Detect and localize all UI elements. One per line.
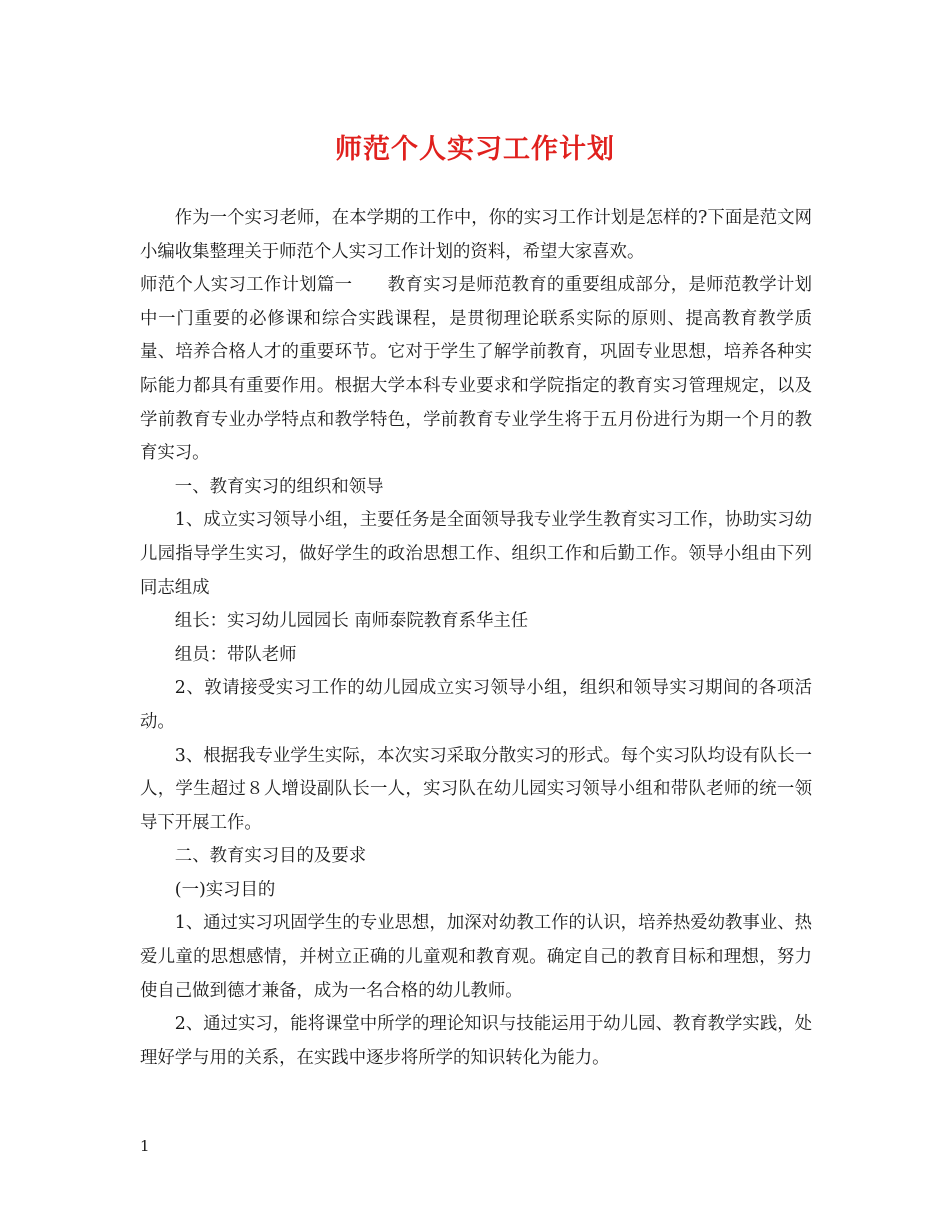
document-body: [140, 202, 812, 1075]
paragraph-subheading-goals: (一)实习目的: [174, 879, 276, 900]
paragraph-item-1: 1、成立实习领导小组，主要任务是全面领导我专业学生教育实习工作，协助实习幼儿园指导学生实习，做好学生的政治思想工作、组织工作和后勤工作。领导小组由下列同志组成: [140, 510, 812, 598]
paragraph-heading-organization: 一、教育实习的组织和领导: [174, 476, 384, 497]
paragraph-goal-1: 1、通过实习巩固学生的专业思想，加深对幼教工作的认识，培养热爱幼教事业、热爱儿童的思想感情，并树立正确的儿童观和教育观。确定自己的教育目标和理想，努力使自己做到德才兼备，成为一名合格的幼儿教师。: [140, 913, 812, 1001]
paragraph-group-members: 组员：带队老师: [174, 644, 297, 665]
paragraph-group-leader: 组长：实习幼儿园园长 南师泰院教育系华主任: [174, 611, 529, 632]
paragraph-heading-goals: 二、教育实习目的及要求: [174, 846, 367, 867]
paragraph-goal-2: 2、通过实习，能将课堂中所学的理论知识与技能运用于幼儿园、教育教学实践，处理好学与用的关系，在实践中逐步将所学的知识转化为能力。: [140, 1014, 812, 1068]
page-number: 1: [140, 1137, 150, 1155]
paragraph-item-3: 3、根据我专业学生实际，本次实习采取分散实习的形式。每个实习队均设有队长一人，学生超过８人增设副队长一人，实习队在幼儿园实习领导小组和带队老师的统一领导下开展工作。: [140, 745, 812, 833]
paragraph-item-2: 2、敦请接受实习工作的幼儿园成立实习领导小组，组织和领导实习期间的各项活动。: [140, 678, 812, 732]
document-title: 师范个人实习工作计划: [335, 134, 615, 165]
paragraph-section-one-intro: 师范个人实习工作计划篇一 教育实习是师范教育的重要组成部分，是师范教学计划中一门重要的必修课和综合实践课程，是贯彻理论联系实际的原则、提高教育教学质量、培养合格人才的重要环节。它对于学生了解学前教育，巩固专业思想，培养各种实际能力都具有重要作用。根据大学本科专业要求和学院指定的教育实习管理规定，以及学前教育专业办学特点和教学特色，学前教育专业学生将于五月份进行为期一个月的教育实习。: [140, 275, 812, 464]
paragraph-intro: 作为一个实习老师，在本学期的工作中，你的实习工作计划是怎样的?下面是范文网小编收集整理关于师范个人实习工作计划的资料，希望大家喜欢。: [140, 208, 812, 262]
